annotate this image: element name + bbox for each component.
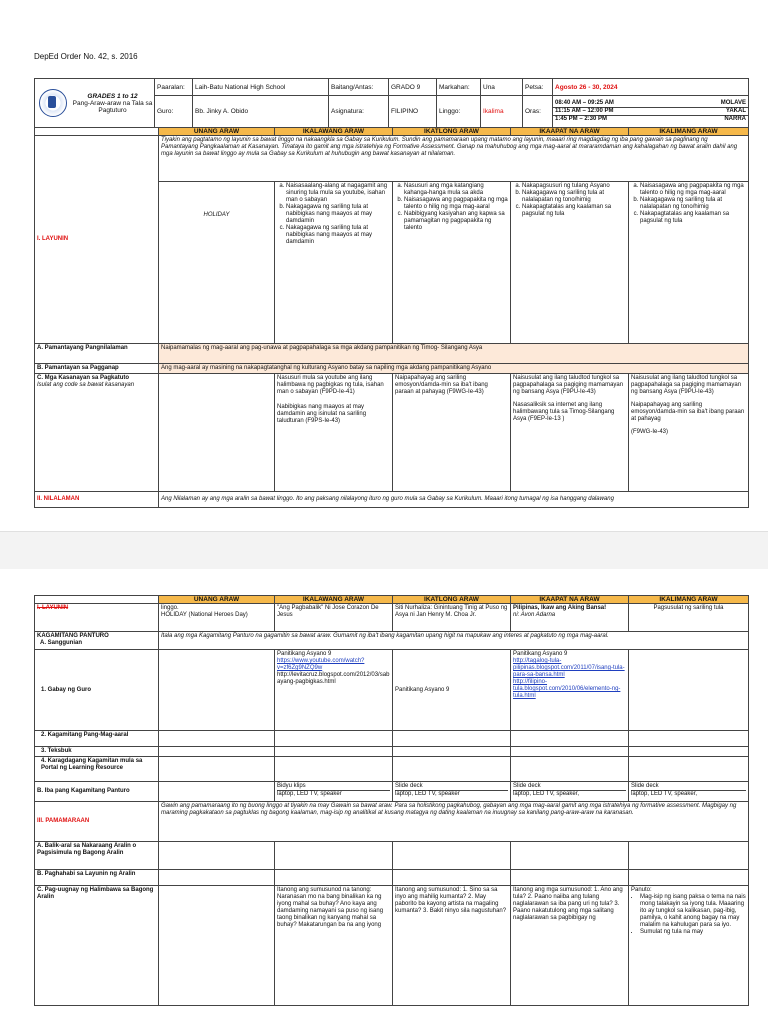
list-item: b. Nakagagawa ng sariling tula at nabibigkas nang maayos at may damdamin <box>286 204 390 225</box>
empty-cell <box>159 747 275 757</box>
layunin-label-p2: I. LAYUNIN <box>35 604 159 632</box>
day-header: IKALIMANG ARAW <box>629 596 749 604</box>
pag-uugnay-day4: Itanong ang mga sumusunod: 1. Ano ang tula? 2. Paano naiiba ang tulang naglalarawan sa iba pang uri ng tula? 3. Paano nakatutulong ang mga salitang naglalarawan sa pagbibigay ng <box>511 886 629 1006</box>
empty-cell <box>159 757 275 782</box>
markahan-value: Una <box>481 79 523 96</box>
gabay-title: Panitikang Asyano 9 <box>513 651 568 657</box>
layunin-label: I. LAYUNIN <box>35 136 159 344</box>
layunin-day4 <box>511 182 629 344</box>
empty-cell <box>629 731 749 747</box>
kasanayan-text: Nabibigkas nang maayos at may damdamin ang isinulat na sariling taludturan (F9PS-Ie-43) <box>277 404 367 424</box>
sanggunian-label: A. Sanggunian <box>40 640 82 646</box>
topic-day5: Pagsusulat ng sariling tula <box>629 604 749 632</box>
blank-corner <box>35 128 159 136</box>
linggo-label: Linggo: <box>437 96 481 128</box>
day-header: UNANG ARAW <box>159 128 275 136</box>
topic-text: Pilipinas, Ikaw ang Aking Bansa! <box>513 605 607 611</box>
petsa-value: Agosto 26 - 30, 2024 <box>553 79 749 96</box>
day-header: IKAAPAT NA ARAW <box>511 596 629 604</box>
list-item: b. Nakagagawa ng sariling tula at nalalapatan ng tono/himig <box>640 197 746 211</box>
material-text: laptop, LED TV, speaker <box>277 790 390 798</box>
empty-cell <box>393 757 511 782</box>
material-text: Slide deck <box>395 783 423 789</box>
topic-text: HOLIDAY (National Heroes Day) <box>161 612 248 618</box>
list-item: c. Nabibigyang kasiyahan ang kapwa sa pamamagitan ng pagpapakita ng talento <box>404 211 508 232</box>
layunin-day1: HOLIDAY <box>159 182 275 344</box>
kasanayan-text: Nasusuri mula sa youtube ang ilang halimbawa ng pagbigkas ng tula, isahan man o sabayan (F9PD-Ie-41) <box>277 375 384 395</box>
list-item: b. Nakagagawa ng sariling tula at nalalapatan ng tono/himig <box>522 190 626 204</box>
empty-cell <box>393 842 511 870</box>
list-item: a. Nasusuri ang mga katangiang kahanga-hanga mula sa akda <box>404 183 508 197</box>
topic-author: ni: Avon Adarna <box>513 612 556 618</box>
karagdagang-label: 4. Karagdagang Kagamitan mula sa Portal ng Learning Resource <box>35 757 159 782</box>
topic-day4 <box>511 604 629 632</box>
empty-cell <box>629 757 749 782</box>
nilalaman-text: Ang Nilalaman ay ang mga aralin sa bawat linggo. Ito ang paksang nilalayong ituro ng guro mula sa Gabay sa Kurikulum. Maaari itong tumagal ng isa hanggang dalawang <box>159 492 749 508</box>
page-two <box>0 569 768 1024</box>
day-header: IKALIMANG ARAW <box>629 128 749 136</box>
linggo-continued: linggo. <box>161 605 179 611</box>
list-item: a. Naisasaalang-alang at nagagamit ang sinuring tula mula sa youtube, isahan man o sabayan <box>286 183 390 204</box>
pamamaraan-text: Gawin ang pamamaraang ito ng buong linggo at tiyakin na may Gawain sa bawat araw. Para sa holistikong pagkahubog, gabayan ang mga mag-aaral gamit ang mga istratehiya ng formative assessment. Magbigay ng maraming pagkakataon sa pagtuklas ng bagong kaalaman, mag-isip ng analitikal at kusang matagya ng dating kaalaman na inuugnay sa kanilang pang-araw-araw na karanasan. <box>159 802 749 842</box>
empty-cell <box>275 870 393 886</box>
kasanayan-label: C. Mga Kasanayan sa Pagkatuto <box>37 375 130 381</box>
iba-day2 <box>275 782 393 802</box>
empty-cell <box>159 782 275 802</box>
schedule-cell <box>553 96 749 128</box>
kasanayan-text: Naisusulat ang ilang taludtod tungkol sa pagpapahalaga sa pagiging mamamayan ng bansang Asya (F9PU-Ie-43) <box>631 375 742 395</box>
blank-corner <box>35 596 159 604</box>
pag-uugnay-day5 <box>629 886 749 1006</box>
day-header: IKATLONG ARAW <box>393 128 511 136</box>
material-text: Slide deck <box>513 783 541 789</box>
pag-uugnay-label: C. Pag-uugnay ng Halimbawa sa Bagong Aralin <box>35 886 159 1006</box>
kasanayan-day5 <box>629 374 749 492</box>
list-item: c. Nakapagtatalas ang kaalaman sa pagsulat ng tula <box>640 211 746 225</box>
empty-cell <box>511 747 629 757</box>
balik-aral-label: A. Balik-aral sa Nakaraang Aralin o Pagsisimula ng Bagong Aralin <box>35 842 159 870</box>
gabay-label: 1. Gabay ng Guro <box>35 650 159 731</box>
iba-pang-label: B. Iba pang Kagamitang Panturo <box>35 782 159 802</box>
material-text: laptop, LED TV, speaker, <box>513 790 626 798</box>
kagamitan-label: KAGAMITANG PANTURO <box>37 633 109 639</box>
deped-seal-icon <box>39 89 67 117</box>
empty-cell <box>393 731 511 747</box>
day-header: IKALAWANG ARAW <box>275 128 393 136</box>
log-title: Pang-Araw-araw na Tala sa Pagtuturo <box>72 99 153 114</box>
lesson-table-page2 <box>34 595 749 1006</box>
list-item: a. Nakapagsusuri ng tulang Asyano <box>522 183 626 190</box>
asignatura-label: Asignatura: <box>329 96 389 128</box>
layunin-day3 <box>393 182 511 344</box>
topic-day2: "Ang Pagbabalik" Ni Jose Corazon De Jesus <box>275 604 393 632</box>
material-text: Bidyu klips <box>277 783 306 789</box>
list-item: a. Naisasagawa ang pagpapakita ng mga talento o hilig ng mga mag-aaral <box>640 183 746 197</box>
material-text: laptop, LED TV, speaker <box>395 790 508 798</box>
list-item: c. Nakapagtatalas ang kaalaman sa pagsulat ng tula <box>522 204 626 218</box>
paaralan-value: Laih-Batu National High School <box>193 79 329 96</box>
empty-cell <box>629 870 749 886</box>
blog-link[interactable]: http://levitacruz.blogspot.com/2012/03/sabayang-pagbigkas.html <box>277 672 390 685</box>
layunin-day2 <box>275 182 393 344</box>
kasanayan-day3: Naipapahayag ang sariling emosyon/damda-min sa iba't ibang paraan at pahayag (F9WG-Ie-43) <box>393 374 511 492</box>
kasanayan-text: Naisusulat ang ilang taludtod tungkol sa pagpapahalaga sa pagiging mamamayan ng bansang Asya (F9PU-Ie-43) <box>513 375 624 395</box>
kasanayan-label-cell <box>35 374 159 492</box>
list-item: • Mag-isip ng isang paksa o tema na nais mong talakayin sa iyong tula. Maaaring ito ay tungkol sa kalikasan, pag-ibig, pamilya, o kahit anong bagay na may malalim na kahulugan para sa iyo. <box>640 894 746 929</box>
baitang-label: Baitang/Antas: <box>329 79 389 96</box>
gabay-day5 <box>629 650 749 731</box>
elemento-link[interactable]: http://filipino-tula.blogspot.com/2010/06/elemento-ng-tula.html <box>513 679 621 699</box>
empty-cell <box>275 731 393 747</box>
asignatura-value: FILIPINO <box>389 96 437 128</box>
gabay-day1 <box>159 650 275 731</box>
gabay-title: Panitikang Asyano 9 <box>277 651 332 657</box>
iba-day5 <box>629 782 749 802</box>
pamantayang-pangnilalaman-text: Naipamamalas ng mag-aaral ang pag-unawa at pagpapahalaga sa mga akdang pampanitikan ng Timog- Silangang Asya <box>159 344 749 364</box>
kasanayan-day4 <box>511 374 629 492</box>
pamantayan-pagganap-label: B. Pamantayan sa Pagganap <box>35 364 159 374</box>
day-header: IKAAPAT NA ARAW <box>511 128 629 136</box>
deped-order: DepEd Order No. 42, s. 2016 <box>34 52 138 61</box>
list-item: c. Nakagagawa ng sariling tula at nabibigkas nang maayos at may damdamin <box>286 225 390 246</box>
guro-label: Guro: <box>155 96 193 128</box>
empty-cell <box>159 886 275 1006</box>
iba-day3 <box>393 782 511 802</box>
schedule-row: 08:40 AM – 09:25 AM MOLAVE <box>555 100 746 107</box>
pamamaraan-label: III. PAMAMARAAN <box>35 802 159 842</box>
empty-cell <box>511 731 629 747</box>
day-header: IKALAWANG ARAW <box>275 596 393 604</box>
linggo-value: Ikalima <box>481 96 523 128</box>
empty-cell <box>629 747 749 757</box>
kasanayan-text: Nasasaliksik sa internet ang ilang halimbawang tula sa Timog-Silangang Asya (F9EP-Ie-13 ) <box>513 402 615 422</box>
pag-uugnay-day3: Itanong ang sumusunod: 1. Sino sa sa inyo ang mahilig kumanta? 2. May paborito ba kayong artista na magaling kumanta? 3. Bakit ninyo sila nagustuhan? <box>393 886 511 1006</box>
tula-link[interactable]: http://tagalog-tula-pilipinas.blogspot.com/2011/07/isang-tula-para-sa-bansa.html <box>513 658 625 678</box>
kasanayan-sub: Isulat ang code sa bawat kasanayan <box>37 382 135 388</box>
logo-cell <box>35 79 155 128</box>
kasanayan-day2 <box>275 374 393 492</box>
day-header: UNANG ARAW <box>159 596 275 604</box>
empty-cell <box>159 870 275 886</box>
material-text: Slide deck <box>631 783 659 789</box>
kagamitan-mag-aaral-label: 2. Kagamitang Pang-Mag-aaral <box>35 731 159 747</box>
kagamitan-label-cell <box>35 632 159 650</box>
header-table <box>34 78 749 128</box>
empty-cell <box>511 842 629 870</box>
kasanayan-text: Naipapahayag ang sariling emosyon/damda-min sa iba't ibang paraan at pahayag <box>631 402 745 422</box>
oras-label: Oras: <box>523 96 553 128</box>
kagamitan-text: Itala ang mga Kagamitang Panturo na gagamitin sa bawat araw. Gumamit ng iba't ibang kagamitan upang higit na mapukaw ang interes at pagkatuto ng mga mag-aaral. <box>159 632 749 650</box>
schedule-row: 11:15 AM – 12:00 PM YAKAL <box>555 108 746 115</box>
empty-cell <box>629 842 749 870</box>
page-gap <box>0 531 768 571</box>
topic-day3: Siti Nurhaliza: Ginintuang Tinig at Puso ng Asya ni Jan Henry M. Choa Jr. <box>393 604 511 632</box>
youtube-link[interactable]: https://www.youtube.com/watch?v=zf6Zg9NZQ9w <box>277 658 365 671</box>
material-text: laptop, LED TV, speaker, <box>631 790 746 798</box>
empty-cell <box>511 757 629 782</box>
layunin-day5 <box>629 182 749 344</box>
empty-cell <box>275 842 393 870</box>
iba-day4 <box>511 782 629 802</box>
empty-cell <box>159 731 275 747</box>
baitang-value: GRADO 9 <box>389 79 437 96</box>
empty-cell <box>275 757 393 782</box>
pamantayang-pangnilalaman-label: A. Pamantayang Pangnilalaman <box>35 344 159 364</box>
gabay-day2 <box>275 650 393 731</box>
teksbuk-label: 3. Teksbuk <box>35 747 159 757</box>
list-item: b. Naisasagawa ang pagpapakita ng mga talento o hilig ng mga mag-aaral <box>404 197 508 211</box>
layunin-intro: Tiyakin ang pagtatamo ng layunin sa bawat linggo na nakaangkla sa Gabay sa Kurikulum. Sundin ang pamamaraan upang matamo ang layunin, maaari ring magdagdag ng iba pang gawain sa paglinang ng Pamantayang Pangkaalaman at Kasanayan. Tinataya ito gamit ang mga istratehiya ng Formative Assessment. Ganap na mahuhubog ang mga mag-aaral at mararamdaman ang kahalagahan ng bawat aralin dahil ang mga layunin sa bawat linggo ay mula sa Gabay sa Kurikulum at huhubugin ang bawat kasanayan at nilalaman. <box>159 136 749 182</box>
empty-cell <box>393 870 511 886</box>
kasanayan-day1 <box>159 374 275 492</box>
schedule-row: 1:45 PM – 2:30 PM NARRA <box>555 116 746 123</box>
paaralan-label: Paaralan: <box>155 79 193 96</box>
petsa-label: Petsa: <box>523 79 553 96</box>
lesson-table-page1 <box>34 127 749 508</box>
gabay-day3: Panitikang Asyano 9 <box>393 650 511 731</box>
paghahabi-label: B. Paghahabi sa Layunin ng Aralin <box>35 870 159 886</box>
nilalaman-label: II. NILALAMAN <box>35 492 159 508</box>
empty-cell <box>275 747 393 757</box>
grades-label: GRADES 1 to 12 <box>87 92 138 100</box>
markahan-label: Markahan: <box>437 79 481 96</box>
pamantayan-pagganap-text: Ang mag-aaral ay masining na nakapagtatanghal ng kulturang Asyano batay sa napiling mga akdang pampanitikang Asyano <box>159 364 749 374</box>
guro-value: Bb. Jinky A. Obido <box>193 96 329 128</box>
empty-cell <box>511 870 629 886</box>
kasanayan-text: (F9WG-Ie-43) <box>631 429 669 435</box>
gabay-day4 <box>511 650 629 731</box>
pag-uugnay-day2: Itanong ang sumusunod na tanong: Naranasan mo na bang binalikan ka ng iyong mahal sa buhay? Ano kaya ang damdaming namayani sa puso ng isang taong binalikan ng kanyang mahal sa buhay? Makatarungan ba na ang iyong <box>275 886 393 1006</box>
empty-cell <box>159 842 275 870</box>
panuto-title: Panuto: <box>631 887 652 893</box>
topic-day1 <box>159 604 275 632</box>
day-header: IKATLONG ARAW <box>393 596 511 604</box>
list-item: • Sumulat ng tula na may <box>640 929 746 936</box>
empty-cell <box>393 747 511 757</box>
